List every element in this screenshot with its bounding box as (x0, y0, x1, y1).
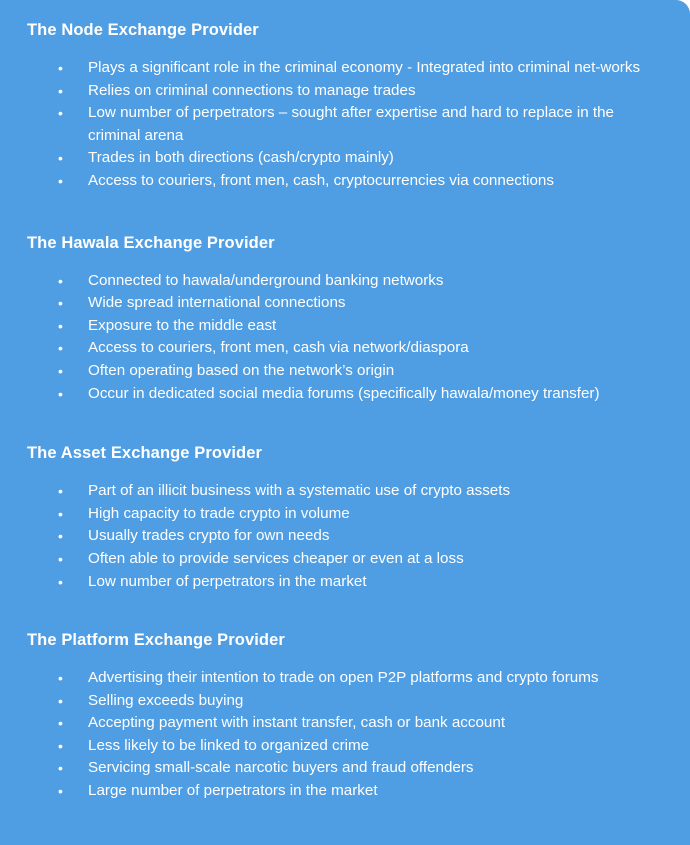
list-item-text: Less likely to be linked to organized crime (88, 736, 370, 754)
list-item-text: Low number of perpetrators in the market (88, 572, 367, 590)
bullet-list (27, 667, 690, 803)
list-item (27, 383, 667, 406)
section-heading: The Node Exchange Provider (27, 21, 259, 39)
list-item (27, 147, 667, 170)
section-heading: The Asset Exchange Provider (27, 444, 263, 463)
bullet-icon: • (58, 340, 63, 357)
list-item (27, 57, 667, 80)
bullet-icon: • (58, 82, 63, 99)
bullet-icon: • (58, 670, 63, 687)
list-item (27, 548, 667, 571)
list-item (27, 315, 667, 338)
bullet-icon: • (58, 528, 63, 545)
section-asset-exchange (27, 442, 690, 593)
bullet-icon: • (58, 317, 63, 334)
list-item-text: Access to couriers, front men, cash via network/diaspora (88, 339, 469, 357)
bullet-icon: • (58, 105, 63, 122)
list-item-text: Part of an illicit business with a systematic use of crypto assets (88, 482, 511, 500)
bullet-icon: • (58, 295, 63, 312)
bullet-icon: • (58, 362, 63, 379)
bullet-list (27, 270, 690, 406)
list-item (27, 525, 667, 548)
list-item-text: Selling exceeds buying (88, 691, 244, 709)
list-item-text: High capacity to trade crypto in volume (88, 504, 350, 522)
list-item-text: Wide spread international connections (88, 294, 346, 312)
section-heading: The Hawala Exchange Provider (27, 233, 275, 252)
list-item (27, 780, 667, 803)
list-item (27, 690, 667, 713)
bullet-icon: • (58, 760, 63, 777)
section-spacer (27, 593, 690, 629)
list-item-text: Accepting payment with instant transfer, cash or bank account (88, 714, 506, 732)
bullet-icon: • (58, 60, 63, 76)
section-heading: The Platform Exchange Provider (27, 631, 285, 650)
list-item (27, 712, 667, 735)
bullet-icon: • (58, 150, 63, 167)
list-item (27, 102, 667, 147)
bullet-icon: • (58, 737, 63, 754)
bullet-icon: • (58, 385, 63, 402)
bullet-list (27, 57, 690, 193)
section-node-exchange (27, 19, 690, 193)
bullet-icon: • (58, 172, 63, 189)
list-item (27, 757, 667, 780)
bullet-icon: • (58, 783, 63, 800)
bullet-icon: • (58, 483, 63, 500)
bullet-list (27, 480, 690, 593)
list-item (27, 170, 667, 193)
section-platform-exchange (27, 629, 690, 803)
section-spacer (27, 405, 690, 442)
list-item-text: Plays a significant role in the criminal economy - Integrated into criminal net-works (88, 59, 641, 76)
list-item-text: Low number of perpetrators – sought after expertise and hard to replace in the criminal arena (88, 104, 614, 144)
list-item (27, 292, 667, 315)
list-item (27, 337, 667, 360)
list-item (27, 571, 667, 594)
list-item (27, 480, 667, 503)
list-item-text: Often operating based on the network’s origin (88, 361, 395, 379)
list-item-text: Trades in both directions (cash/crypto mainly) (88, 149, 394, 167)
list-item-text: Occur in dedicated social media forums (specifically hawala/money transfer) (88, 384, 600, 402)
list-item (27, 270, 667, 293)
list-item-text: Large number of perpetrators in the market (88, 782, 378, 800)
bullet-icon: • (58, 715, 63, 732)
section-spacer (27, 193, 690, 232)
list-item-text: Exposure to the middle east (88, 316, 277, 334)
bullet-icon: • (58, 550, 63, 567)
list-item-text: Connected to hawala/underground banking networks (88, 271, 444, 289)
bullet-icon: • (58, 692, 63, 709)
list-item-text: Access to couriers, front men, cash, cryptocurrencies via connections (88, 171, 554, 189)
list-item (27, 360, 667, 383)
list-item-text: Servicing small-scale narcotic buyers and fraud offenders (88, 759, 474, 777)
bullet-icon: • (58, 272, 63, 289)
list-item-text: Usually trades crypto for own needs (88, 527, 330, 545)
list-item (27, 667, 667, 690)
list-item (27, 503, 667, 526)
list-item (27, 80, 667, 103)
list-item (27, 735, 667, 758)
bullet-icon: • (58, 573, 63, 590)
list-item-text: Often able to provide services cheaper or even at a loss (88, 549, 464, 567)
list-item-text: Advertising their intention to trade on open P2P platforms and crypto forums (88, 669, 599, 687)
list-item-text: Relies on criminal connections to manage trades (88, 81, 416, 99)
section-hawala-exchange (27, 232, 690, 406)
bullet-icon: • (58, 505, 63, 522)
